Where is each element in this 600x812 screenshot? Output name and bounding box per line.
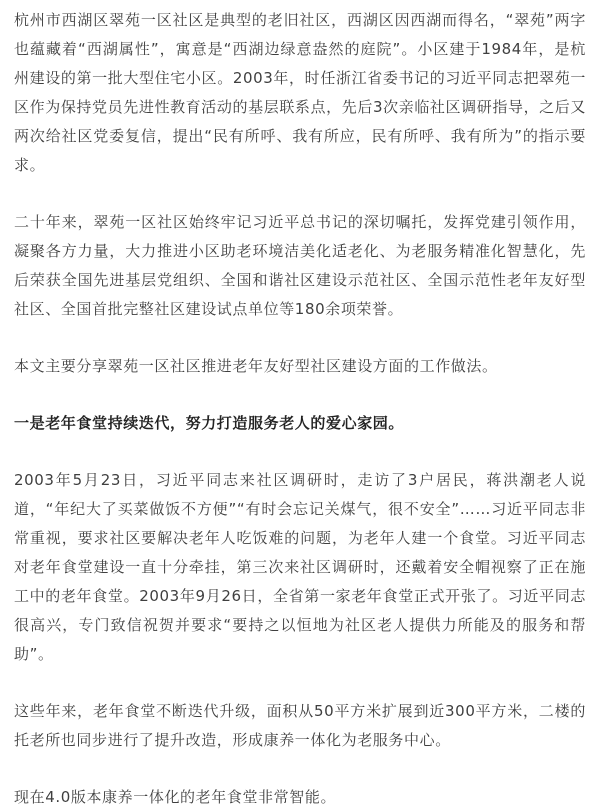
paragraph-spacer xyxy=(14,669,586,697)
section-heading: 一是老年食堂持续迭代，努力打造服务老人的爱心家园。 xyxy=(14,414,405,432)
article-paragraph-intro: 杭州市西湖区翠苑一区社区是典型的老旧社区，西湖区因西湖而得名，“翠苑”两字也蕴藏着“西湖属性”，寓意是“西湖边绿意盎然的庭院”。小区建于1984年，是杭州建设的第一批大型住宅小区。2003年，时任浙江省委书记的习近平同志把翠苑一区作为保持党员先进性教育活动的基层联系点，先后3次亲临社区调研指导，之后又两次给社区党委复信，提出“民有所呼、我有所应，民有所呼、我有所为”的指示要求。 xyxy=(14,11,586,174)
paragraph-spacer xyxy=(14,755,586,783)
article-paragraph-smart-canteen: 现在4.0版本康养一体化的老年食堂非常智能。 xyxy=(14,788,337,806)
paragraph-spacer xyxy=(14,438,586,466)
article-paragraph-summary: 本文主要分享翠苑一区社区推进老年友好型社区建设方面的工作做法。 xyxy=(14,357,498,375)
article-paragraph-achievements: 二十年来，翠苑一区社区始终牢记习近平总书记的深切嘱托，发挥党建引领作用，凝聚各方力量，大力推进小区助老环境洁美化适老化、为老服务精准化智慧化，先后荣获全国先进基层党组织、全国和谐社区建设示范社区、全国示范性老年友好型社区、全国首批完整社区建设试点单位等180余项荣誉。 xyxy=(14,213,586,318)
paragraph-spacer xyxy=(14,324,586,352)
paragraph-spacer xyxy=(14,381,586,409)
article-paragraph-upgrade: 这些年来，老年食堂不断迭代升级，面积从50平方米扩展到近300平方米，二楼的托老所也同步进行了提升改造，形成康养一体化为老服务中心。 xyxy=(14,702,586,749)
article-paragraph-canteen-history: 2003年5月23日，习近平同志来社区调研时，走访了3户居民，蒋洪潮老人说道，“年纪大了买菜做饭不方便”“有时会忘记关煤气，很不安全”……习近平同志非常重视，要求社区要解决老年人吃饭难的问题，为老年人建一个食堂。习近平同志对老年食堂建设一直十分牵挂，第三次来社区调研时，还戴着安全帽视察了正在施工中的老年食堂。2003年9月26日，全省第一家老年食堂正式开张了。习近平同志很高兴，专门致信祝贺并要求“要持之以恒地为社区老人提供力所能及的服务和帮助”。 xyxy=(14,471,586,663)
paragraph-spacer xyxy=(14,180,586,208)
